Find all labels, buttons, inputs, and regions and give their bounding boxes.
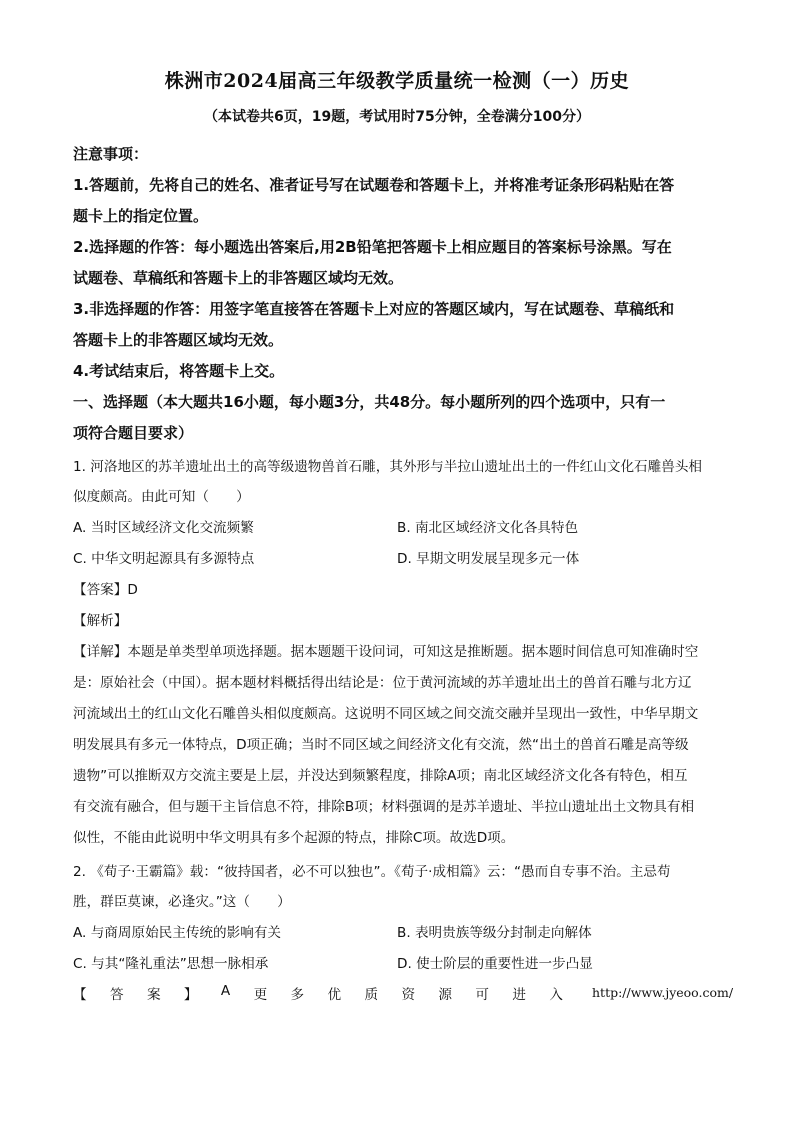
q2-answer-char: A [220,983,231,999]
q1-detail-line: 【详解】本题是单类型单项选择题。据本题题干设问词，可知这是推断题。据本题时间信息可知准确时空 [73,644,699,660]
notes-line: 试题卷、草稿纸和答题卡上的非答题区域均无效。 [73,269,404,287]
notes-line: 题卡上的指定位置。 [73,207,209,225]
q1-detail-line: 有交流有融合，但与题干主旨信息不符，排除B项；材料强调的是苏羊遗址、半拉山遗址出土文物具有相 [73,799,695,815]
q2-option-c: C. 与其“隆礼重法”思想一脉相承 [73,956,269,972]
q1-stem: 1. 河洛地区的苏羊遗址出土的高等级遗物兽首石雕，其外形与半拉山遗址出土的一件红山文化石雕兽头相 [73,459,703,475]
q2-stem: 2. 《荀子·王霸篇》载：“彼持国者，必不可以独也”。《荀子·成相篇》云：“愚而自专事不治。主忌苟 [73,864,671,880]
notes-line: 4.考试结束后，将答题卡上交。 [73,362,285,380]
q2-answer-char: 案 [146,987,161,1003]
notes-line: 2.选择题的作答：每小题选出答案后,用2B铅笔把答题卡上相应题目的答案标号涂黑。写在 [73,238,672,256]
q2-stem: 胜，群臣莫谏，必逢灾。”这（ ） [73,894,291,910]
q1-option-d: D. 早期文明发展呈现多元一体 [397,551,580,567]
notes-heading: 注意事项： [73,145,149,163]
source-link[interactable]: http://www.jyeoo.com/ [592,985,734,1000]
q2-answer-char: 可 [475,987,489,1003]
q2-answer-char: 】 [183,987,198,1003]
q1-answer: 【答案】D [73,582,138,598]
notes-line: 3.非选择题的作答：用签字笔直接答在答题卡上对应的答题区域内，写在试题卷、草稿纸和 [73,300,675,318]
q2-answer-char: 进 [512,987,526,1003]
q2-answer-char: 入 [549,987,563,1003]
q2-answer-char: 更 [253,987,268,1003]
section-heading: 项符合题目要求） [73,424,194,442]
q1-analysis-label: 【解析】 [73,613,128,629]
q2-answer-char: 资 [401,987,416,1003]
q2-answer-char: 【 [73,987,87,1003]
q1-detail-line: 似性，不能由此说明中华文明具有多个起源的特点，排除C项。故选D项。 [73,830,515,846]
q2-option-a: A. 与商周原始民主传统的影响有关 [73,925,282,941]
q1-detail-line: 明发展具有多元一体特点，D项正确；当时不同区域之间经济文化有交流，然“出土的兽首石雕是高等级 [73,737,689,753]
q1-detail-line: 是：原始社会（中国）。据本题材料概括得出结论是：位于黄河流域的苏羊遗址出土的兽首石雕与北方辽 [73,675,692,691]
q1-option-a: A. 当时区域经济文化交流频繁 [73,520,254,536]
q2-answer-char: 答 [109,987,124,1003]
q2-answer-char: 多 [290,987,305,1003]
notes-line: 答题卡上的非答题区域均无效。 [73,331,284,349]
notes-line: 1.答题前，先将自己的姓名、准者证号写在试题卷和答题卡上，并将准考证条形码粘贴在答 [73,176,675,194]
page-title: 株洲市2024届高三年级教学质量统一检测（一）历史 [164,70,630,92]
page-subtitle: （本试卷共6页，19题，考试用时75分钟，全卷满分100分） [204,109,590,125]
section-heading: 一、选择题（本大题共16小题，每小题3分，共48分。每小题所列的四个选项中，只有一 [73,393,666,411]
q1-stem: 似度颇高。由此可知（ ） [73,489,250,505]
q1-option-b: B. 南北区域经济文化各具特色 [397,520,579,536]
q2-answer-line [73,983,563,1003]
q2-option-d: D. 使士阶层的重要性进一步凸显 [397,956,593,972]
q2-answer-char: 质 [364,987,379,1003]
q1-option-c: C. 中华文明起源具有多源特点 [73,551,255,567]
q2-answer-char: 优 [327,987,342,1003]
q2-option-b: B. 表明贵族等级分封制走向解体 [397,925,592,941]
q2-answer-char: 源 [438,987,452,1003]
q1-detail-line: 遗物”可以推断双方交流主要是上层，并没达到频繁程度，排除A项；南北区域经济文化各有特色，相互 [73,768,688,784]
q1-detail-line: 河流域出土的红山文化石雕兽头相似度颇高。这说明不同区域之间交流交融并呈现出一致性，中华早期文 [73,706,699,722]
